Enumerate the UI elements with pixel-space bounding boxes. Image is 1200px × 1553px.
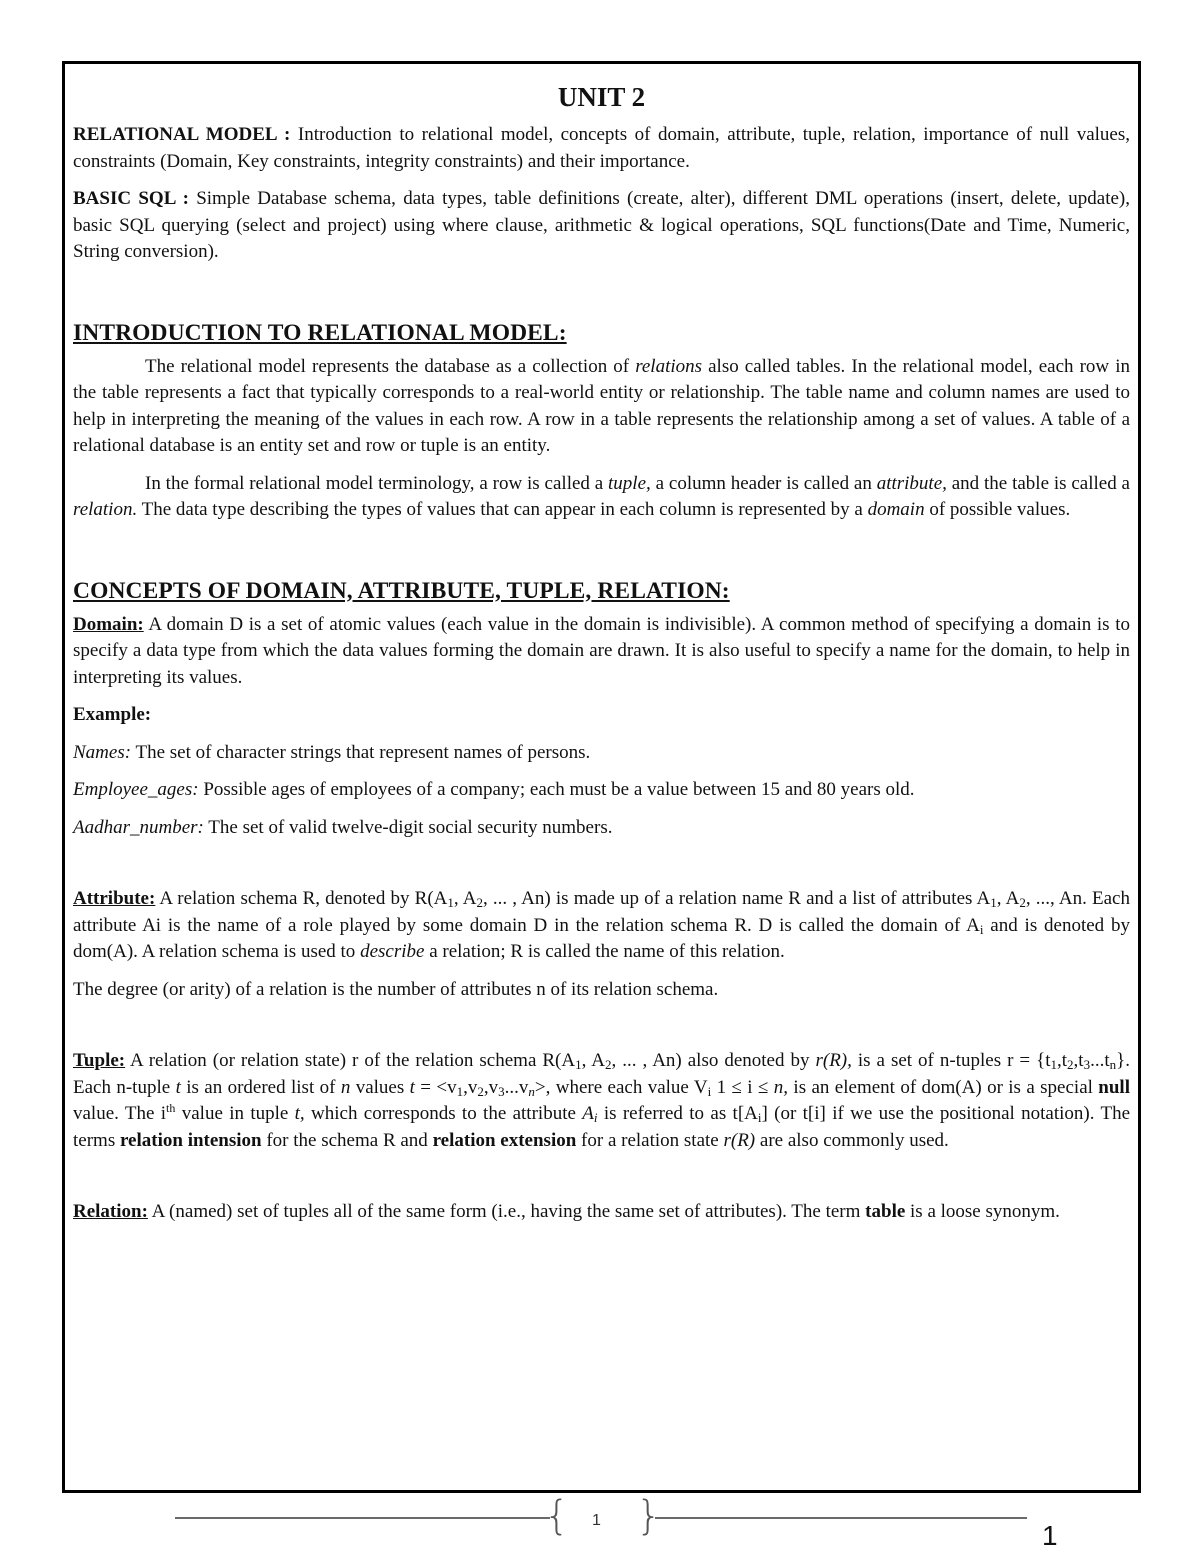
example-names: Names: The set of character strings that represent names of persons.: [73, 741, 591, 763]
concepts-heading: CONCEPTS OF DOMAIN, ATTRIBUTE, TUPLE, RELATION:: [73, 577, 730, 604]
attribute-definition: Attribute: A relation schema R, denoted by $R(A_1$, $A_2$, ... , An) is made up of a relation name R and a list of attributes $A_1$, $A_2$, ..., An. Each attribute Ai is the name of a role played by some domain D in the relation schema R. D is called the domain of $A_i$ and is denoted by dom(A). A relation schema is used to describe a relation; R is called the name of this relation.: [73, 888, 1130, 962]
relation-label: Relation:: [73, 1201, 148, 1222]
attribute-label: Attribute:: [73, 888, 156, 909]
example-employee-ages: Employee_ages: Possible ages of employees of a company; each must be a value between 15 and 80 years old.: [73, 779, 915, 800]
syllabus-relational-model: RELATIONAL MODEL : Introduction to relational model, concepts of domain, attribute, tuple, relation, importance of null values, constraints (Domain, Key constraints, integrity constraints) and their importance.: [73, 124, 1130, 172]
corner-page-number: 1: [1042, 1520, 1058, 1551]
tuple-definition: Tuple: A relation (or relation state) r of the relation schema $R(A_1$, $A_2$, ... , An) also denoted by r(R), is a set of n-tuples $r = \{t_1,t_2,t_3...t_n\}$. Each n-tuple t is an ordered list of n values $t = <v_1,v_2,v_3...v_n>$, where each value $V_i$ 1 ≤ i ≤ n, is an element of dom(A) or is a special null value. The $i^{th}$ value in tuple t, which corresponds to the attribute $A_i$ is referred to as $t[A_i]$ (or t[i] if we use the positional notation). The terms relation intension for the schema R and relation extension for a relation state r(R) are also commonly used.: [73, 1050, 1130, 1151]
example-aadhar-number: Aadhar_number: The set of valid twelve-digit social security numbers.: [73, 816, 613, 838]
degree-definition: The degree (or arity) of a relation is the number of attributes n of its relation schema.: [73, 978, 719, 1000]
page-content: [73, 80, 1130, 1237]
intro-paragraph-1: The relational model represents the database as a collection of relations also called tables. In the relational model, each row in the table represents a fact that typically corresponds to a real-world entity or relationship. The table name and column names are used to help in interpreting the meaning of the values in each row. A row in a table represents the relationship among a set of values. A table of a relational database is an entity set and row or tuple is an entity.: [73, 355, 1130, 456]
unit-title: UNIT 2: [557, 82, 646, 112]
domain-label: Domain:: [73, 613, 144, 635]
relation-definition: Relation: A (named) set of tuples all of the same form (i.e., having the same set of attributes). The term table is a loose synonym.: [73, 1201, 1060, 1222]
footer-rule-right: [655, 1517, 1027, 1519]
footer-brace-left: {: [544, 1493, 570, 1539]
tuple-label: Tuple:: [73, 1050, 126, 1071]
rm-label: RELATIONAL MODEL :: [73, 124, 291, 145]
domain-definition: Domain: A domain D is a set of atomic values (each value in the domain is indivisible). A common method of specifying a domain is to specify a data type from which the data values forming the domain are drawn. It is also useful to specify a name for the domain, to help in interpreting its values.: [73, 613, 1130, 688]
page-border: [62, 61, 1141, 1493]
intro-heading: INTRODUCTION TO RELATIONAL MODEL:: [73, 319, 567, 346]
sql-label: BASIC SQL :: [73, 188, 189, 209]
footer-brace-right: }: [636, 1493, 662, 1539]
intro-paragraph-2: In the formal relational model terminology, a row is called a tuple, a column header is called an attribute, and the table is called a relation. The data type describing the types of values that can appear in each column is represented by a domain of possible values.: [73, 472, 1130, 520]
example-label: Example:: [73, 704, 152, 725]
syllabus-basic-sql: BASIC SQL : Simple Database schema, data types, table definitions (create, alter), different DML operations (insert, delete, update), basic SQL querying (select and project) using where clause, arithmetic & logical operations, SQL functions(Date and Time, Numeric, String conversion).: [73, 188, 1130, 262]
footer-page-number: 1: [592, 1512, 601, 1529]
footer-rule-left: [175, 1517, 550, 1519]
